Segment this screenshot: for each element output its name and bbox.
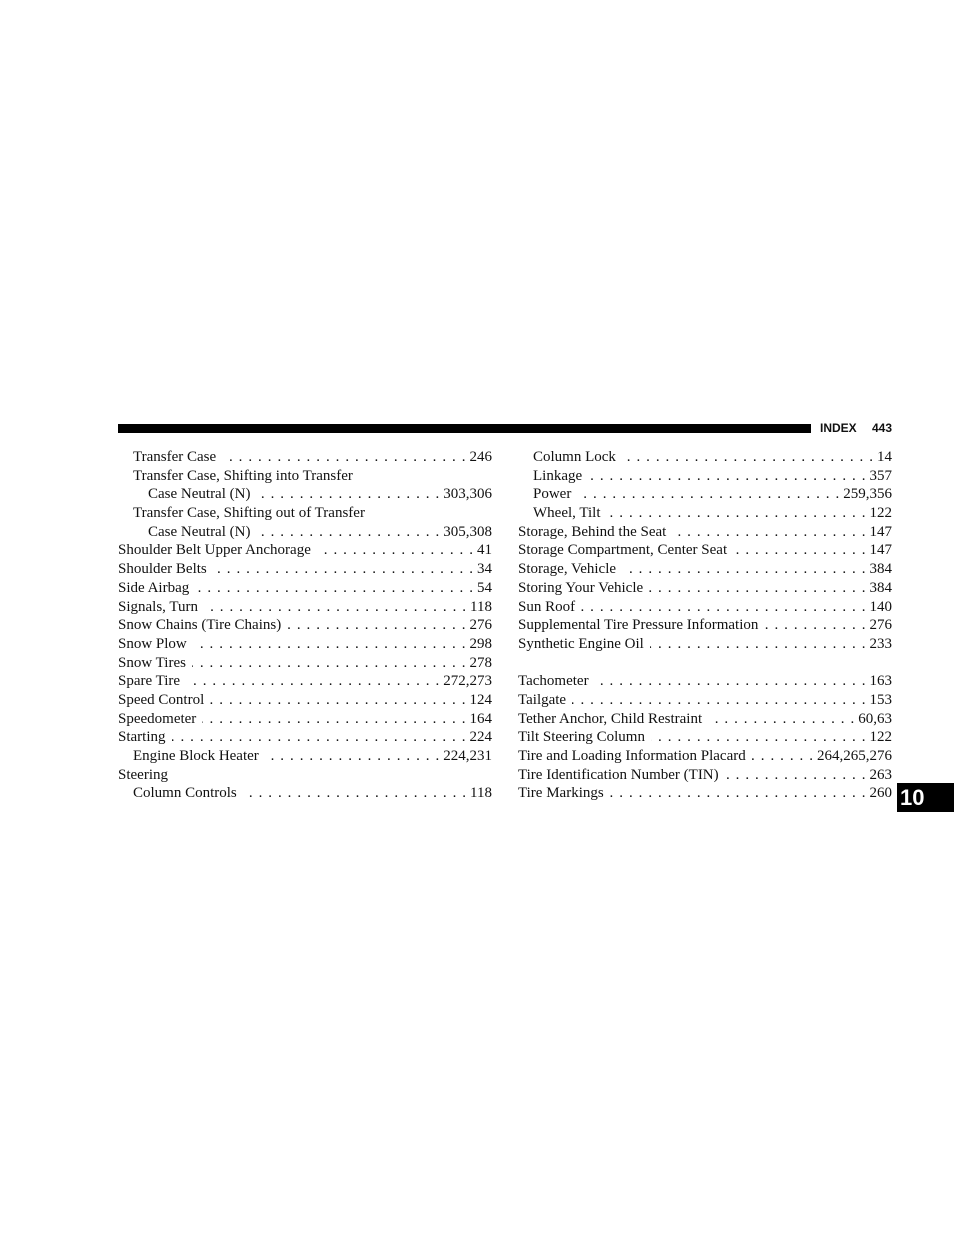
- index-page-ref: 163: [869, 673, 892, 690]
- dot-leader: [193, 635, 466, 654]
- index-term: Tire and Loading Information Placard: [518, 748, 746, 764]
- dot-leader: [213, 560, 473, 579]
- index-page-ref: 233: [869, 635, 892, 652]
- index-entry: [518, 579, 892, 598]
- index-term: Snow Chains (Tire Chains): [118, 617, 282, 634]
- index-entry: [118, 467, 492, 486]
- index-page-ref: 54: [477, 579, 492, 596]
- index-term: Tire Markings: [518, 785, 604, 802]
- index-entry: [518, 766, 892, 785]
- index-term: Shoulder Belts: [118, 561, 207, 578]
- index-page-ref: 384: [869, 561, 892, 578]
- dot-leader: [622, 448, 873, 467]
- index-page-ref: 305,308: [443, 523, 492, 540]
- index-entry: [518, 784, 892, 803]
- index-page-ref: 34: [477, 561, 492, 578]
- dot-leader: [287, 616, 465, 635]
- index-column-left: [118, 448, 492, 803]
- dot-leader: [256, 485, 439, 504]
- index-page-ref: 259,356: [843, 486, 892, 503]
- dot-leader: [764, 616, 865, 635]
- index-term: Side Airbag: [118, 579, 190, 596]
- dot-leader: [172, 728, 466, 747]
- dot-leader: [195, 579, 473, 598]
- index-entry: [518, 747, 892, 766]
- index-term: Shoulder Belt Upper Anchorage: [118, 542, 311, 559]
- dot-leader: [581, 598, 865, 617]
- index-entry: [118, 691, 492, 710]
- index-entry: [118, 616, 492, 635]
- index-term: Wheel, Tilt: [533, 505, 601, 522]
- index-term: Case Neutral (N): [148, 523, 251, 540]
- index-term: Sun Roof: [518, 598, 576, 615]
- dot-leader: [317, 541, 473, 560]
- index-page-ref: 122: [869, 505, 892, 522]
- index-entry: [518, 672, 892, 691]
- page-number: 443: [871, 421, 892, 435]
- index-term: Transfer Case: [133, 449, 217, 465]
- index-entry: [118, 747, 492, 766]
- index-entry: [518, 710, 892, 729]
- index-page-ref: 263: [869, 766, 892, 783]
- dot-leader: [222, 448, 465, 467]
- dot-leader: [649, 579, 865, 598]
- dot-leader: [256, 523, 439, 542]
- index-entry: [118, 728, 492, 747]
- index-entry: [518, 691, 892, 710]
- index-entry: [518, 541, 892, 560]
- index-page-ref: 276: [469, 617, 492, 634]
- index-entry: [118, 541, 492, 560]
- index-term: Starting: [118, 729, 166, 746]
- running-header: [820, 420, 892, 436]
- index-page-ref: 224,231: [443, 748, 492, 764]
- index-page-ref: 384: [869, 579, 892, 596]
- index-page-ref: 246: [469, 449, 492, 465]
- dot-leader: [572, 691, 865, 710]
- index-term: Column Controls: [133, 785, 237, 802]
- index-term: Speedometer: [118, 710, 197, 727]
- index-entry: [118, 560, 492, 579]
- index-term: Snow Plow: [118, 635, 187, 652]
- index-page-ref: 303,306: [443, 486, 492, 503]
- index-term: Storing Your Vehicle: [518, 579, 644, 596]
- dot-leader: [210, 691, 465, 710]
- index-page-ref: 357: [869, 467, 892, 484]
- index-entry: [118, 523, 492, 542]
- dot-leader: [708, 710, 854, 729]
- header-rule: [118, 424, 811, 433]
- index-term: Snow Tires: [118, 654, 186, 671]
- dot-leader: [610, 784, 866, 803]
- dot-leader: [672, 523, 865, 542]
- index-page-ref: 118: [470, 785, 492, 802]
- dot-leader: [588, 467, 865, 486]
- index-page-ref: 276: [869, 617, 892, 634]
- index-page-ref: 272,273: [443, 673, 492, 690]
- index-entry: [118, 766, 492, 785]
- index-entry: [118, 635, 492, 654]
- index-term: Tachometer: [518, 673, 589, 690]
- index-term: Tailgate: [518, 691, 567, 708]
- dot-leader: [752, 747, 813, 766]
- index-entry: [518, 635, 892, 654]
- dot-leader: [650, 635, 866, 654]
- index-term: Supplemental Tire Pressure Information: [518, 617, 759, 634]
- index-term: Signals, Turn: [118, 598, 199, 615]
- index-term: Column Lock: [533, 449, 616, 465]
- section-title: INDEX: [820, 421, 857, 435]
- index-entry: [118, 654, 492, 673]
- dot-leader: [204, 598, 466, 617]
- index-page-ref: 224: [469, 729, 492, 746]
- index-term: Storage, Behind the Seat: [518, 523, 667, 540]
- index-entry: [518, 598, 892, 617]
- dot-leader: [622, 560, 865, 579]
- index-term: Steering: [118, 766, 168, 783]
- chapter-tab: 10: [897, 783, 954, 812]
- index-term: Tilt Steering Column: [518, 729, 645, 746]
- index-entry: [518, 560, 892, 579]
- index-page-ref: 147: [869, 542, 892, 559]
- index-term: Power: [533, 486, 572, 503]
- index-page-ref: 140: [869, 598, 892, 615]
- index-entry: [118, 784, 492, 803]
- index-page-ref: 153: [869, 691, 892, 708]
- index-page-ref: 124: [469, 691, 492, 708]
- dot-leader: [733, 541, 865, 560]
- dot-leader: [202, 710, 465, 729]
- index-page-ref: 298: [469, 635, 492, 652]
- dot-leader: [577, 485, 839, 504]
- dot-leader: [651, 728, 866, 747]
- index-term: Case Neutral (N): [148, 486, 251, 503]
- index-term: Spare Tire: [118, 673, 181, 690]
- dot-leader: [595, 672, 866, 691]
- index-term: Speed Control: [118, 691, 205, 708]
- index-entry: [118, 448, 492, 467]
- index-term: Engine Block Heater: [133, 748, 259, 764]
- index-page-ref: 278: [469, 654, 492, 671]
- index-page-ref: 118: [470, 598, 492, 615]
- index-entry: [518, 467, 892, 486]
- index-page-ref: 60,63: [858, 710, 892, 727]
- index-entry: [518, 504, 892, 523]
- dot-leader: [725, 766, 866, 785]
- index-column-right: [518, 448, 892, 803]
- index-page-ref: 264,265,276: [817, 748, 892, 764]
- index-term: Transfer Case, Shifting into Transfer: [133, 467, 353, 484]
- index-term: Linkage: [533, 467, 583, 484]
- index-term: Storage Compartment, Center Seat: [518, 542, 728, 559]
- dot-leader: [243, 784, 466, 803]
- index-term: Transfer Case, Shifting out of Transfer: [133, 505, 365, 522]
- index-entry: [118, 579, 492, 598]
- index-entry: [118, 672, 492, 691]
- index-entry: [118, 598, 492, 617]
- index-entry: [518, 728, 892, 747]
- index-term: Tire Identification Number (TIN): [518, 766, 719, 783]
- index-entry: [118, 485, 492, 504]
- dot-leader: [192, 654, 466, 673]
- index-entry: [518, 616, 892, 635]
- index-spacer: [518, 654, 892, 673]
- index-term: Synthetic Engine Oil: [518, 635, 644, 652]
- index-entry: [118, 504, 492, 523]
- index-page-ref: 122: [869, 729, 892, 746]
- dot-leader: [607, 504, 866, 523]
- index-page-ref: 164: [469, 710, 492, 727]
- index-page-ref: 14: [877, 449, 892, 465]
- index-entry: [518, 448, 892, 467]
- index-entry: [118, 710, 492, 729]
- dot-leader: [265, 747, 439, 766]
- index-term: Tether Anchor, Child Restraint: [518, 710, 703, 727]
- index-page-ref: 147: [869, 523, 892, 540]
- index-page-ref: 260: [869, 785, 892, 802]
- index-entry: [518, 523, 892, 542]
- index-page-ref: 41: [477, 542, 492, 559]
- index-term: Storage, Vehicle: [518, 561, 617, 578]
- index-entry: [518, 485, 892, 504]
- dot-leader: [186, 672, 439, 691]
